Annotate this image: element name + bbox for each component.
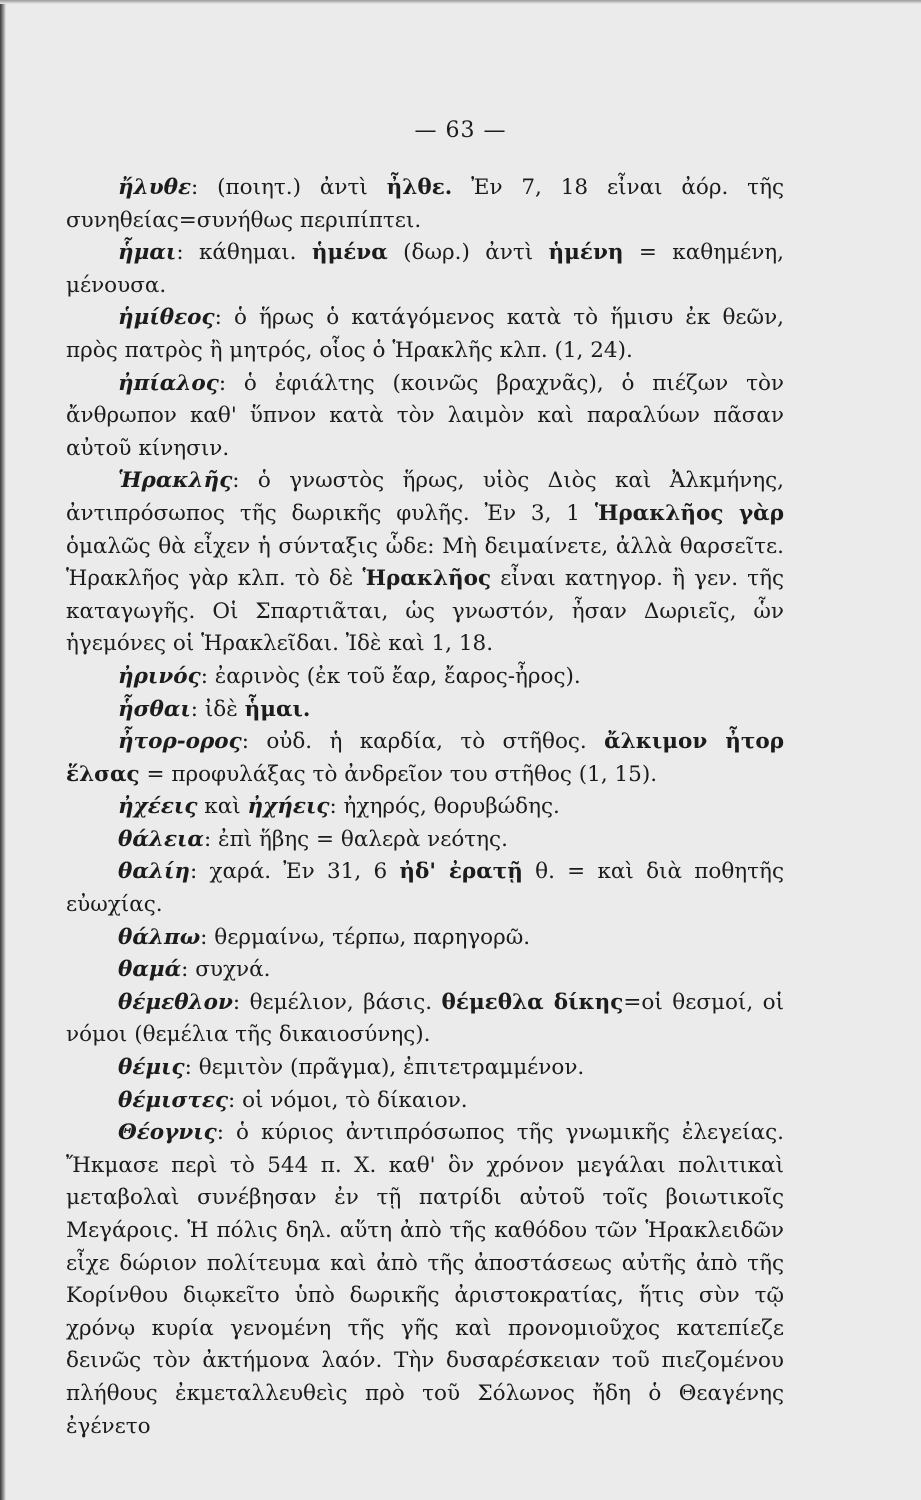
glossary-entry xyxy=(66,1117,784,1443)
entry-headword: θέμεθλον xyxy=(118,989,233,1015)
entry-text: : χαρά. Ἐν 31, 6 xyxy=(190,859,400,885)
entry-headword: θάλπω xyxy=(118,924,201,950)
entry-headword: θαμά xyxy=(118,957,182,983)
entry-text: : συχνά. xyxy=(181,957,271,983)
glossary-entry xyxy=(66,856,784,921)
bold-quotation: Ἡρακλῆος xyxy=(362,566,492,592)
entry-headword: Ἡρακλῆς xyxy=(118,468,233,494)
entry-headword: ἠρινός xyxy=(118,663,201,689)
entry-text: εἶναι κατηγορ. ἢ γεν. τῆς καταγωγῆς. Οἱ Σπαρτιᾶται, ὡς γνωστόν, ἦσαν Δωριεῖς, ὧν ἡγεμόνες οἱ Ἡρακλεῖδαι. Ἰδὲ καὶ 1, 18. xyxy=(66,566,784,657)
glossary-entry xyxy=(66,1052,784,1085)
entry-headword: θαλίη xyxy=(118,859,190,885)
entry-text: : θεμιτὸν (πρᾶγμα), ἐπιτετραμμένον. xyxy=(184,1055,585,1081)
glossary-entry xyxy=(66,368,784,466)
entry-text: : θεμέλιον, βάσις. xyxy=(232,989,442,1015)
bold-quotation: ἄλκιμον ἦτορ ἕλσας xyxy=(66,729,784,787)
entry-text: : (ποιητ.) ἀντὶ xyxy=(191,175,387,200)
entry-text: : ὁ γνωστὸς ἥρως, υἱὸς Διὸς καὶ Ἀλκμήνης, ἀντιπρόσωπος τῆς δωρικῆς φυλῆς. Ἐν 3, 1 xyxy=(66,468,784,526)
glossary-entry xyxy=(66,824,784,857)
glossary-entry xyxy=(66,922,784,955)
entry-text: (δωρ.) ἀντὶ xyxy=(387,240,549,266)
entry-text: = καθημένη, μένουσα. xyxy=(66,240,784,298)
entry-text: : οἱ νόμοι, τὸ δίκαιον. xyxy=(228,1087,468,1113)
entry-headword: ἡμίθεος xyxy=(118,305,215,331)
entry-headword: ἠχέεις xyxy=(118,794,198,820)
entry-text: : κάθημαι. xyxy=(176,240,312,266)
entry-headword: ἧσθαι xyxy=(118,696,191,722)
glossary-entry xyxy=(66,1085,784,1118)
glossary-text xyxy=(66,172,784,1443)
entry-headword: θέμις xyxy=(118,1055,185,1081)
glossary-entry xyxy=(66,987,784,1052)
entry-headword: ἤλυθε xyxy=(118,175,192,200)
page-number: — 63 — xyxy=(414,118,507,143)
entry-text: : ἠχηρός, θορυβώδης. xyxy=(329,794,560,820)
glossary-entry xyxy=(66,302,784,367)
entry-text: : ἐαρινὸς (ἐκ τοῦ ἔαρ, ἔαρος-ἦρος). xyxy=(200,663,581,689)
entry-headword: Θέογνις xyxy=(118,1120,217,1146)
glossary-entry xyxy=(66,791,784,824)
entry-headword: ἠπίαλος xyxy=(118,370,219,396)
entry-text: καὶ xyxy=(197,794,248,820)
entry-text: ὁμαλῶς θὰ εἶχεν ἡ σύνταξις ὧδε: Μὴ δειμαίνετε, ἀλλὰ θαρσεῖτε. Ἡρακλῆος γὰρ κλπ. τὸ δὲ xyxy=(66,533,784,592)
page-top-edge xyxy=(0,0,921,4)
bold-quotation: ἧμαι. xyxy=(244,696,311,722)
entry-headword: ἦτορ-ορος xyxy=(118,729,242,755)
entry-text: =οἱ θεσμοί, οἱ νόμοι (θεμέλια τῆς δικαιοσύνης). xyxy=(66,989,785,1048)
entry-headword: ἠχήεις xyxy=(247,794,330,820)
entry-headword: θέμιστες xyxy=(118,1087,229,1113)
bold-quotation: ἡμένα xyxy=(311,240,388,266)
bold-quotation: ἡμένη xyxy=(548,240,624,266)
entry-text: : ὁ ἐφιάλτης (κοινῶς βραχνᾶς), ὁ πιέζων τὸν ἄνθρωπον καθ' ὕπνον κατὰ τὸν λαιμὸν καὶ παραλύων πᾶσαν αὐτοῦ κίνησιν. xyxy=(66,370,784,461)
entry-headword: θάλεια xyxy=(118,826,204,852)
entry-text: : ὁ ἥρως ὁ κατάγόμενος κατὰ τὸ ἥμισυ ἐκ θεῶν, πρὸς πατρὸς ἢ μητρός, οἷος ὁ Ἡρακλῆς κλπ. (1, 24). xyxy=(66,305,784,363)
entry-text: : ἰδὲ xyxy=(190,696,245,722)
entry-text: : ὁ κύριος ἀντιπρόσωπος τῆς γνωμικῆς ἐλεγείας. Ἤκμασε περὶ τὸ 544 π. Χ. καθ' ὃν χρόνον μεγάλαι πολιτικαὶ μεταβολαὶ συνέβησαν ἐν τῇ πατρίδι αὐτοῦ τοῖς βοιωτικοῖς Μεγάροις. Ἡ πόλις δηλ. αὕτη ἀπὸ τῆς καθόδου τῶν Ἡρακλειδῶν εἶχε δώριον πολίτευμα καὶ ἀπὸ τῆς ἀποστάσεως αὐτῆς ἀπὸ τῆς Κορίνθου διῳκεῖτο ὑπὸ δωρικῆς ἀριστοκρατίας, ἥτις σὺν τῷ χρόνῳ κυρία γενομένη τῆς γῆς καὶ προνομιοῦχος κατεπίεζε δεινῶς τὸν ἀκτήμονα λαόν. Τὴν δυσαρέσκειαν τοῦ πιεζομένου πλήθους ἐκμεταλλευθεὶς πρὸ τοῦ Σόλωνος ἤδη ὁ Θεαγένης ἐγένετο xyxy=(66,1120,784,1439)
glossary-entry xyxy=(66,726,784,791)
bold-quotation: ἦλθε. xyxy=(386,175,453,200)
glossary-entry xyxy=(66,661,784,694)
glossary-entry xyxy=(66,172,784,237)
entry-text: Ἐν 7, 18 εἶναι ἀόρ. τῆς συνηθείας=συνήθως περιπίπτει. xyxy=(66,175,784,233)
glossary-entry xyxy=(66,237,784,302)
bold-quotation: ἠδ' ἐρατῇ xyxy=(399,859,523,885)
bold-quotation: Ἡρακλῆος γὰρ xyxy=(594,500,784,526)
glossary-entry xyxy=(66,465,784,661)
entry-text: : ἐπὶ ἥβης = θαλερὰ νεότης. xyxy=(203,826,508,852)
entry-text: : οὐδ. ἡ καρδία, τὸ στῆθος. xyxy=(241,729,605,755)
page-binding-edge xyxy=(0,0,6,1500)
entry-text: : θερμαίνω, τέρπω, παρηγορῶ. xyxy=(200,924,531,950)
entry-headword: ἧμαι xyxy=(118,240,177,266)
glossary-entry xyxy=(66,954,784,987)
entry-text: = προφυλάξας τὸ ἀνδρεῖον του στῆθος (1, 15). xyxy=(139,761,658,787)
glossary-entry xyxy=(66,694,784,727)
entry-text: θ. = καὶ διὰ ποθητῆς εὐωχίας. xyxy=(66,859,784,918)
bold-quotation: θέμεθλα δίκης xyxy=(441,989,624,1015)
